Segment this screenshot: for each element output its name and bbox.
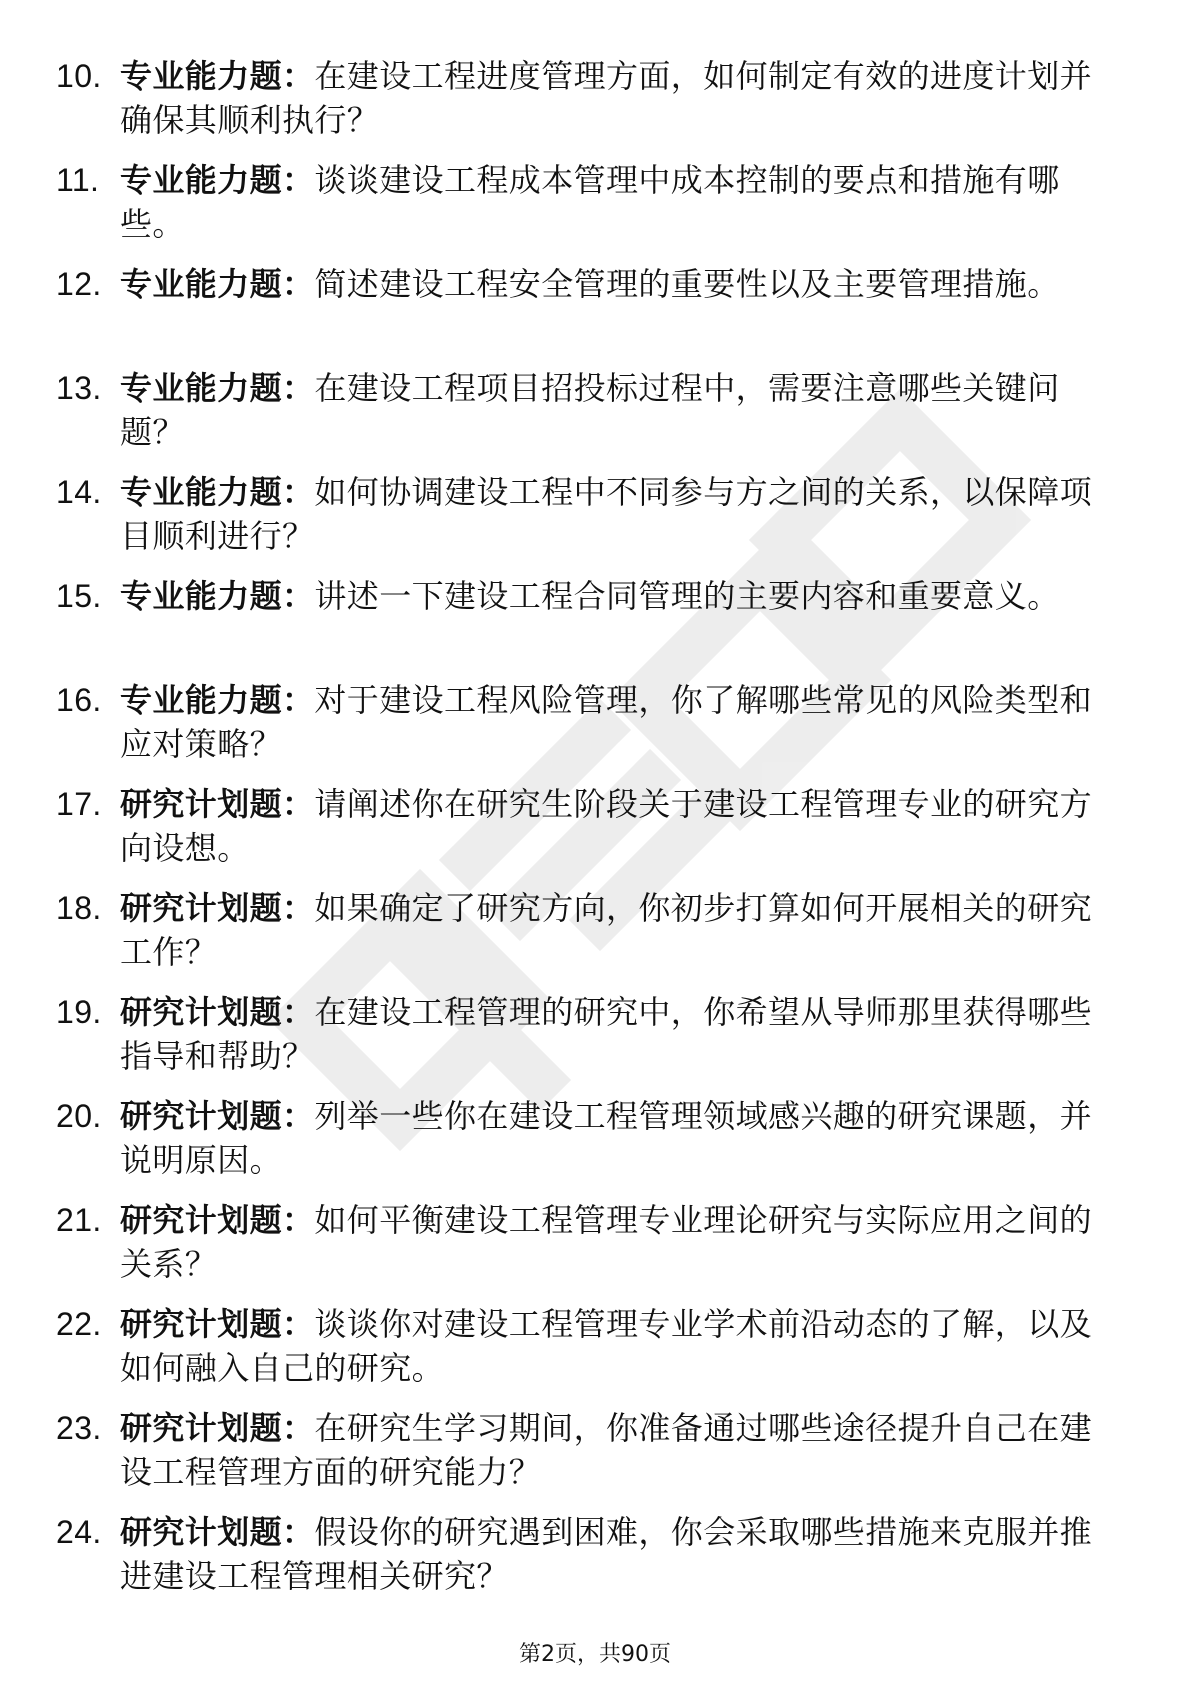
question-text: 列举一些你在建设工程管理领域感兴趣的研究课题，并说明原因。 <box>120 1097 1093 1179</box>
question-body <box>120 678 1120 766</box>
question-number: 21. <box>56 1202 102 1238</box>
question-number: 22. <box>56 1306 102 1342</box>
question-body <box>120 990 1120 1078</box>
question-body <box>120 1094 1120 1182</box>
question-category: 专业能力题： <box>120 369 315 407</box>
question-number: 11. <box>56 162 100 198</box>
question-body <box>120 1510 1120 1598</box>
question-item <box>56 1298 1136 1402</box>
question-text: 如何平衡建设工程管理专业理论研究与实际应用之间的关系？ <box>120 1201 1093 1283</box>
question-category: 专业能力题： <box>120 681 315 719</box>
question-text: 对于建设工程风险管理，你了解哪些常见的风险类型和应对策略？ <box>120 681 1093 763</box>
question-item <box>56 882 1136 986</box>
question-text: 谈谈你对建设工程管理专业学术前沿动态的了解，以及如何融入自己的研究。 <box>120 1305 1093 1387</box>
question-number: 17. <box>56 786 102 822</box>
question-item <box>56 674 1136 778</box>
question-number: 15. <box>56 578 102 614</box>
question-item <box>56 362 1136 466</box>
question-item <box>56 1194 1136 1298</box>
question-category: 专业能力题： <box>120 161 315 199</box>
question-item <box>56 986 1136 1090</box>
question-body <box>120 470 1120 558</box>
question-category: 研究计划题： <box>120 785 315 823</box>
question-number: 24. <box>56 1514 102 1550</box>
question-number: 23. <box>56 1410 102 1446</box>
question-number: 12. <box>56 266 102 302</box>
question-item <box>56 1090 1136 1194</box>
question-number: 14. <box>56 474 102 510</box>
question-body <box>120 1406 1120 1494</box>
question-text: 请阐述你在研究生阶段关于建设工程管理专业的研究方向设想。 <box>120 785 1093 867</box>
question-text: 简述建设工程安全管理的重要性以及主要管理措施。 <box>314 265 1060 303</box>
question-item <box>56 778 1136 882</box>
question-text: 在研究生学习期间，你准备通过哪些途径提升自己在建设工程管理方面的研究能力？ <box>120 1409 1093 1491</box>
question-body <box>120 782 1120 870</box>
question-item <box>56 1402 1136 1506</box>
question-item <box>56 466 1136 570</box>
question-category: 专业能力题： <box>120 265 315 303</box>
question-number: 16. <box>56 682 102 718</box>
question-body <box>120 1198 1120 1286</box>
question-body <box>120 262 1120 306</box>
question-body <box>120 1302 1120 1390</box>
question-item <box>56 570 1136 674</box>
question-body <box>120 54 1120 142</box>
question-category: 专业能力题： <box>120 473 315 511</box>
question-text: 如果确定了研究方向，你初步打算如何开展相关的研究工作？ <box>120 889 1093 971</box>
question-category: 专业能力题： <box>120 577 315 615</box>
question-category: 研究计划题： <box>120 1513 315 1551</box>
question-category: 研究计划题： <box>120 993 315 1031</box>
question-body <box>120 574 1120 618</box>
question-body <box>120 886 1120 974</box>
question-text: 假设你的研究遇到困难，你会采取哪些措施来克服并推进建设工程管理相关研究？ <box>120 1513 1093 1595</box>
question-category: 研究计划题： <box>120 889 315 927</box>
question-body <box>120 366 1120 454</box>
question-item <box>56 50 1136 154</box>
question-category: 研究计划题： <box>120 1409 315 1447</box>
question-body <box>120 158 1120 246</box>
question-category: 研究计划题： <box>120 1305 315 1343</box>
page-number: 第2页，共90页 <box>519 1642 671 1667</box>
question-number: 19. <box>56 994 102 1030</box>
question-number: 10. <box>56 58 102 94</box>
question-number: 20. <box>56 1098 102 1134</box>
question-category: 研究计划题： <box>120 1097 315 1135</box>
question-text: 谈谈建设工程成本管理中成本控制的要点和措施有哪些。 <box>120 161 1060 243</box>
question-item <box>56 258 1136 362</box>
question-item <box>56 1506 1136 1610</box>
question-category: 研究计划题： <box>120 1201 315 1239</box>
question-category: 专业能力题： <box>120 57 315 95</box>
question-text: 讲述一下建设工程合同管理的主要内容和重要意义。 <box>314 577 1060 615</box>
question-list <box>56 50 1136 1610</box>
question-number: 18. <box>56 890 102 926</box>
question-text: 在建设工程管理的研究中，你希望从导师那里获得哪些指导和帮助？ <box>120 993 1093 1075</box>
question-number: 13. <box>56 370 102 406</box>
question-text: 如何协调建设工程中不同参与方之间的关系，以保障项目顺利进行？ <box>120 473 1093 555</box>
question-item <box>56 154 1136 258</box>
question-text: 在建设工程项目招投标过程中，需要注意哪些关键问题？ <box>120 369 1060 451</box>
question-text: 在建设工程进度管理方面，如何制定有效的进度计划并确保其顺利执行？ <box>120 57 1093 139</box>
